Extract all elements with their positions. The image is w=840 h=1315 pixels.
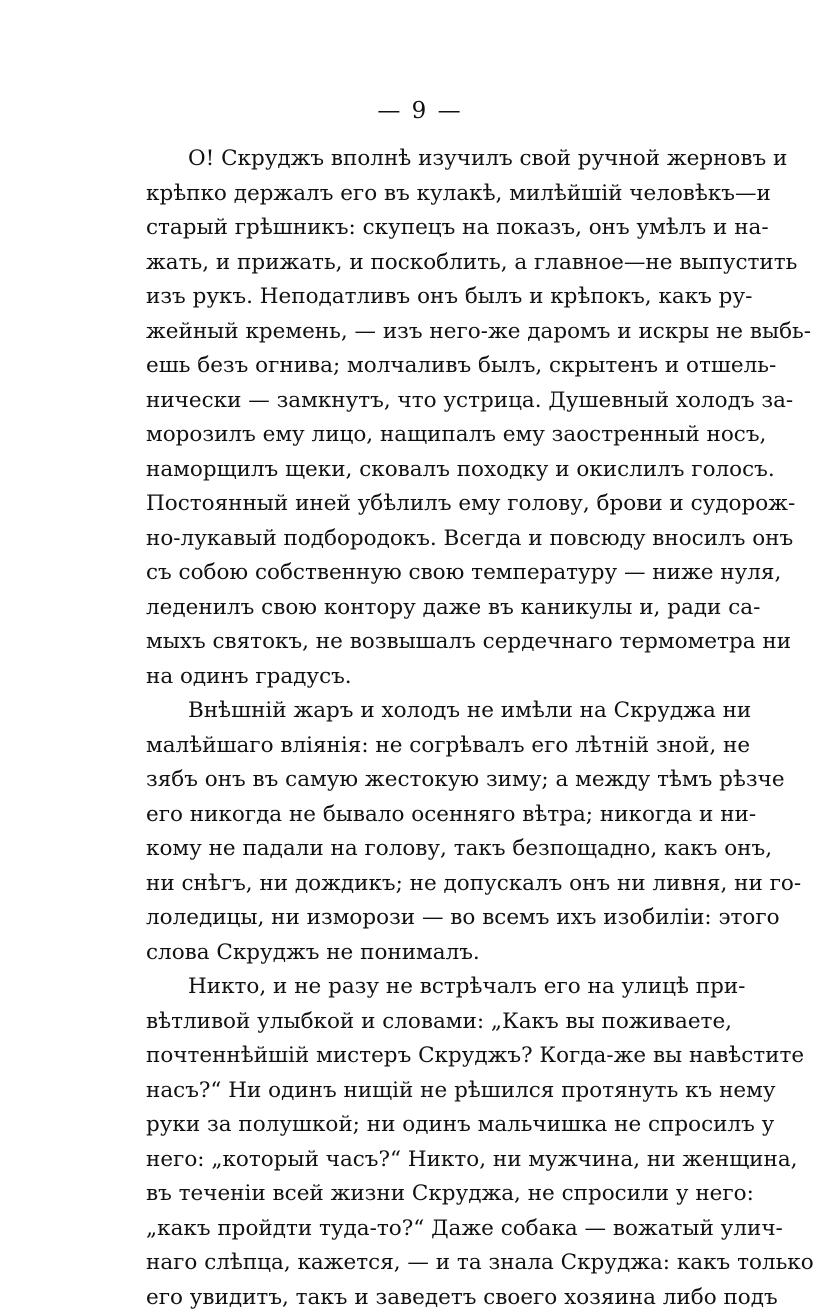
text-line: ни снѣгъ, ни дождикъ; не допускалъ онъ ни ливня, ни го- (146, 867, 728, 902)
text-line: наго слѣпца, кажется, — и та знала Скруджа: какъ только (146, 1246, 728, 1281)
text-line: крѣпко держалъ его въ кулакѣ, милѣйшій человѣкъ—и (146, 177, 728, 212)
text-line: слова Скруджъ не понималъ. (146, 936, 728, 971)
text-line: Никто, и не разу не встрѣчалъ его на улицѣ при- (146, 970, 728, 1005)
text-line: его увидитъ, такъ и заведетъ своего хозяина либо подъ (146, 1281, 728, 1315)
text-line: лоледицы, ни изморози — во всемъ ихъ изобиліи: этого (146, 901, 728, 936)
text-line: вѣтливой улыбкой и словами: „Какъ вы поживаете, (146, 1005, 728, 1040)
text-line: Внѣшній жаръ и холодъ не имѣли на Скруджа ни (146, 694, 728, 729)
text-line: но-лукавый подбородокъ. Всегда и повсюду вносилъ онъ (146, 522, 728, 557)
body-text (146, 142, 728, 1315)
text-line: кому не падали на голову, такъ безпощадно, какъ онъ, (146, 832, 728, 867)
text-line: зябъ онъ въ самую жестокую зиму; а между тѣмъ рѣзче (146, 763, 728, 798)
text-line: его никогда не бывало осенняго вѣтра; никогда и ни- (146, 798, 728, 833)
text-line: наморщилъ щеки, сковалъ походку и окислилъ голосъ. (146, 453, 728, 488)
text-line: малѣйшаго вліянія: не согрѣвалъ его лѣтній зной, не (146, 729, 728, 764)
text-line: морозилъ ему лицо, нащипалъ ему заостренный носъ, (146, 418, 728, 453)
text-line: почтеннѣйшій мистеръ Скруджъ? Когда-же вы навѣстите (146, 1039, 728, 1074)
text-line: ешь безъ огнива; молчаливъ былъ, скрытенъ и отшель- (146, 349, 728, 384)
text-line: мыхъ святокъ, не возвышалъ сердечнаго термометра ни (146, 625, 728, 660)
text-line: изъ рукъ. Неподатливъ онъ былъ и крѣпокъ, какъ ру- (146, 280, 728, 315)
text-line: жать, и прижать, и поскоблить, а главное—не выпустить (146, 246, 728, 281)
text-line: Постоянный иней убѣлилъ ему голову, брови и судорож- (146, 487, 728, 522)
text-line: въ теченіи всей жизни Скруджа, не спросили у него: (146, 1177, 728, 1212)
text-line: старый грѣшникъ: скупецъ на показъ, онъ умѣлъ и на- (146, 211, 728, 246)
text-line: жейный кремень, — изъ него-же даромъ и искры не выбь- (146, 315, 728, 350)
text-line: руки за полушкой; ни одинъ мальчишка не спросилъ у (146, 1108, 728, 1143)
text-line: нически — замкнутъ, что устрица. Душевный холодъ за- (146, 384, 728, 419)
text-line: насъ?“ Ни одинъ нищій не рѣшился протянуть къ нему (146, 1074, 728, 1109)
text-line: него: „который часъ?“ Никто, ни мужчина, ни женщина, (146, 1143, 728, 1178)
text-line: на одинъ градусъ. (146, 660, 728, 695)
text-line: „какъ пройдти туда-то?“ Даже собака — вожатый улич- (146, 1212, 728, 1247)
text-line: съ собою собственную свою температуру — ниже нуля, (146, 556, 728, 591)
text-line: О! Скруджъ вполнѣ изучилъ свой ручной жерновъ и (146, 142, 728, 177)
page-number: — 9 — (0, 96, 840, 126)
text-line: леденилъ свою контору даже въ каникулы и, ради са- (146, 591, 728, 626)
